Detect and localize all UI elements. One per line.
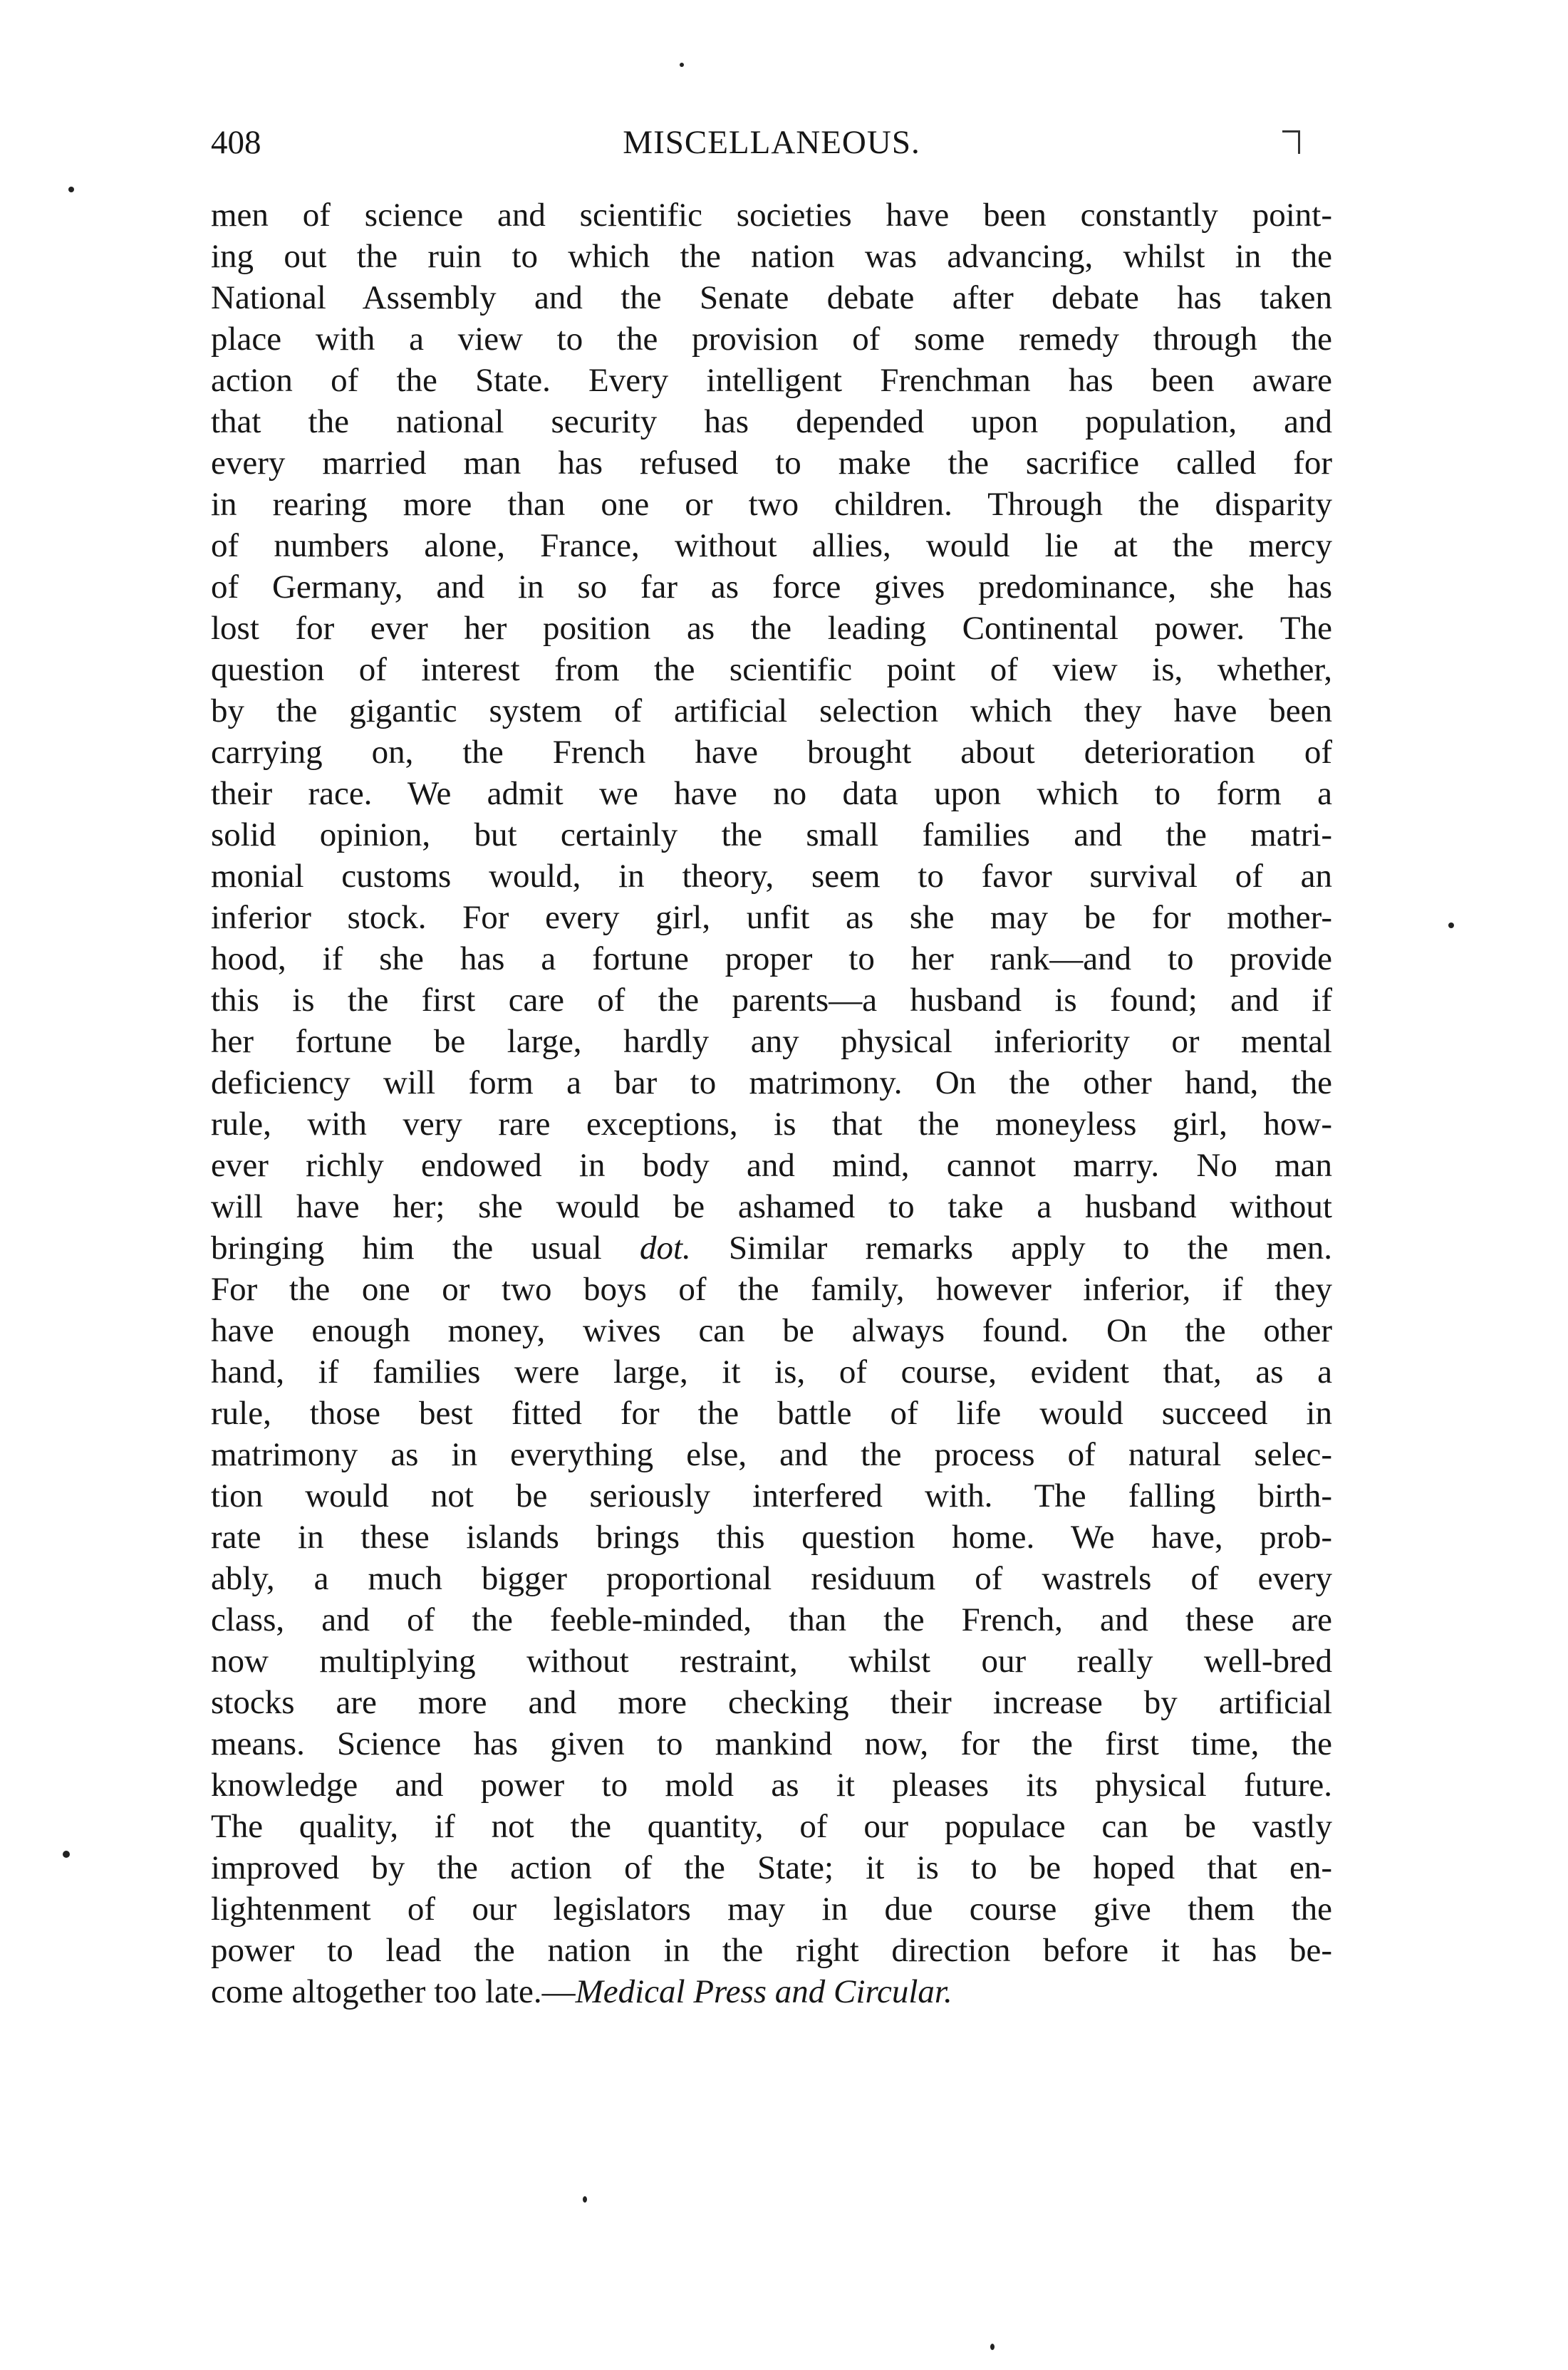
text-line: hood, if she has a fortune proper to her rank—and to provide [211, 940, 1332, 977]
text-line: action of the State. Every intelligent Frenchman has been aware [211, 362, 1332, 399]
text-line: her fortune be large, hardly any physical inferiority or mental [211, 1023, 1332, 1060]
text-line: The quality, if not the quantity, of our populace can be vastly [211, 1808, 1332, 1845]
ink-speck [68, 187, 74, 192]
text-line: National Assembly and the Senate debate after debate has taken [211, 279, 1332, 316]
text-segment: Similar remarks apply to the men. [690, 1230, 1332, 1267]
italic-word: dot. [639, 1230, 691, 1267]
text-line: this is the first care of the parents—a husband is found; and if [211, 982, 1332, 1019]
ink-speck [680, 63, 684, 67]
ink-speck [990, 2344, 995, 2350]
text-line: will have her; she would be ashamed to take a husband without [211, 1188, 1332, 1225]
text-line: ably, a much bigger proportional residuum of wastrels of every [211, 1560, 1332, 1597]
text-line: question of interest from the scientific point of view is, whether, [211, 651, 1332, 688]
text-line: their race. We admit we have no data upon which to form a [211, 775, 1332, 812]
text-line: solid opinion, but certainly the small families and the matri- [211, 816, 1332, 853]
text-line: ever richly endowed in body and mind, cannot marry. No man [211, 1147, 1332, 1184]
text-line: stocks are more and more checking their increase by artificial [211, 1684, 1332, 1721]
text-line: knowledge and power to mold as it pleases its physical future. [211, 1767, 1332, 1804]
text-line: monial customs would, in theory, seem to favor survival of an [211, 858, 1332, 895]
text-line: every married man has refused to make the sacrifice called for [211, 445, 1332, 482]
page-header [211, 118, 1332, 167]
text-line: have enough money, wives can be always found. On the other [211, 1312, 1332, 1349]
text-line: means. Science has given to mankind now, for the first time, the [211, 1725, 1332, 1762]
text-line: matrimony as in everything else, and the process of natural selec- [211, 1436, 1332, 1473]
text-line: of Germany, and in so far as force gives predominance, she has [211, 568, 1332, 606]
text-line-with-italic [211, 1227, 1332, 1269]
text-line: of numbers alone, France, without allies, would lie at the mercy [211, 527, 1332, 564]
body-text [211, 194, 1332, 2012]
text-line: place with a view to the provision of some remedy through the [211, 321, 1332, 358]
text-line: carrying on, the French have brought about deterioration of [211, 734, 1332, 771]
text-line: deficiency will form a bar to matrimony. On the other hand, the [211, 1064, 1332, 1101]
text-segment: bringing him the usual [211, 1230, 640, 1267]
text-line: hand, if families were large, it is, of course, evident that, as a [211, 1353, 1332, 1391]
text-line: rule, those best fitted for the battle of life would succeed in [211, 1395, 1332, 1432]
running-head: MISCELLANEOUS. [623, 124, 920, 161]
text-line: now multiplying without restraint, whilst our really well-bred [211, 1643, 1332, 1680]
ink-speck [1448, 922, 1454, 928]
ink-speck [63, 1851, 70, 1858]
text-line: in rearing more than one or two children. Through the disparity [211, 486, 1332, 523]
text-line: by the gigantic system of artificial selection which they have been [211, 692, 1332, 729]
ink-speck [583, 2196, 587, 2203]
text-line: rule, with very rare exceptions, is that the moneyless girl, how- [211, 1106, 1332, 1143]
text-line: lost for ever her position as the leading Continental power. The [211, 610, 1332, 647]
text-line: improved by the action of the State; it is to be hoped that en- [211, 1849, 1332, 1886]
source-credit: Medical Press and Circular. [575, 1973, 952, 2010]
text-line: ing out the ruin to which the nation was advancing, whilst in the [211, 238, 1332, 275]
text-line: inferior stock. For every girl, unfit as she may be for mother- [211, 899, 1332, 936]
text-line: lightenment of our legislators may in due course give them the [211, 1891, 1332, 1928]
text-line: men of science and scientific societies have been constantly point- [211, 197, 1332, 234]
text-line: For the one or two boys of the family, however inferior, if they [211, 1271, 1332, 1308]
text-segment: come altogether too late.— [211, 1973, 576, 2010]
text-line: rate in these islands brings this question home. We have, prob- [211, 1519, 1332, 1556]
text-line: power to lead the nation in the right direction before it has be- [211, 1932, 1332, 1969]
text-line: class, and of the feeble-minded, than the French, and these are [211, 1601, 1332, 1638]
text-line: that the national security has depended upon population, and [211, 403, 1332, 440]
text-line: tion would not be seriously interfered with. The falling birth- [211, 1477, 1332, 1514]
text-line-final [211, 1971, 1332, 2012]
page-number: 408 [211, 124, 261, 161]
